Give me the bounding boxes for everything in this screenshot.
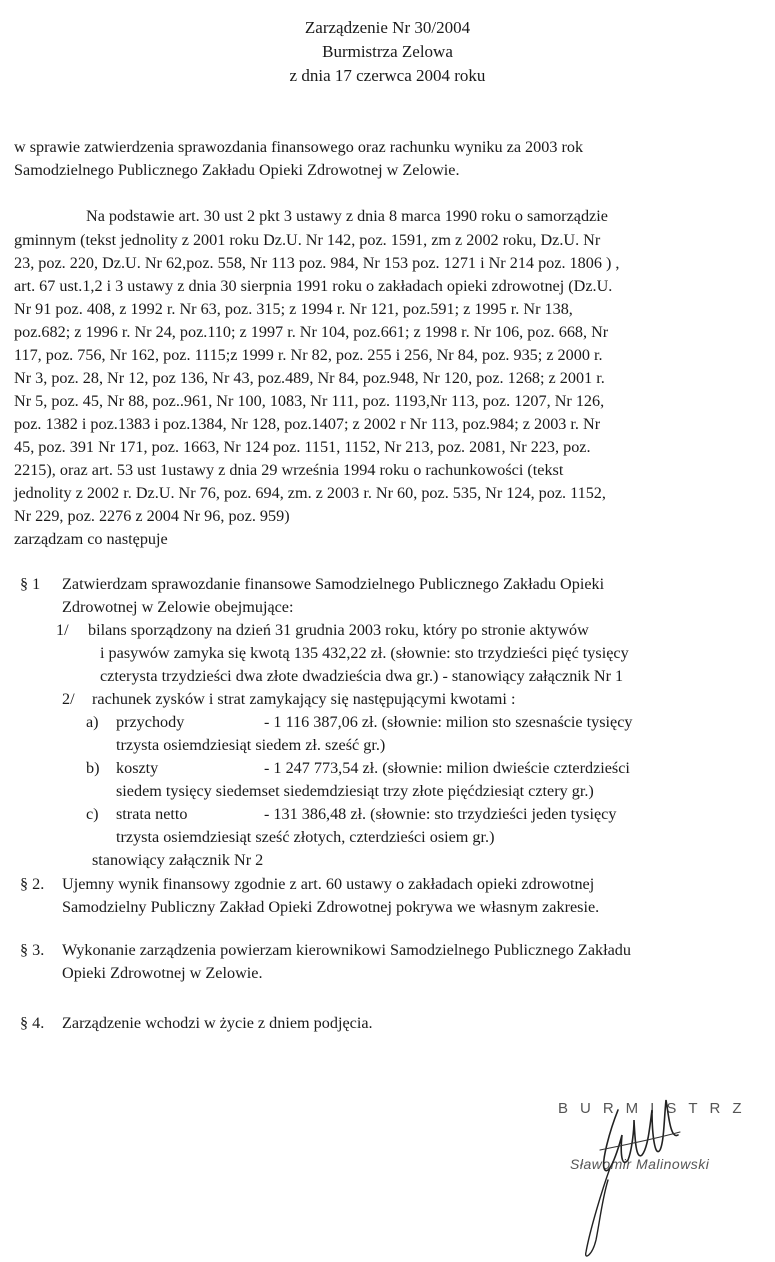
subitem-amount: - 1 247 773,54 zł. (słownie: milion dwieście czterdzieści xyxy=(264,759,630,777)
item-text: i pasywów zamyka się kwotą 135 432,22 zł. (słownie: sto trzydzieści pięć tysięcy xyxy=(100,644,629,662)
section-text: Ujemny wynik finansowy zgodnie z art. 60 ustawy o zakładach opieki zdrowotnej xyxy=(62,875,595,893)
section-text: Zarządzenie wchodzi w życie z dniem podjęcia. xyxy=(62,1014,373,1032)
item-number: 2/ xyxy=(62,690,75,708)
issuer: Burmistrza Zelowa xyxy=(322,42,453,61)
preamble-line: 45, poz. 391 Nr 171, poz. 1663, Nr 124 poz. 1151, 1152, Nr 213, poz. 2081, Nr 223, poz. xyxy=(14,438,591,456)
section-text: Zdrowotnej w Zelowie obejmujące: xyxy=(62,598,294,616)
preamble-line: art. 67 ust.1,2 i 3 ustawy z dnia 30 sierpnia 1991 roku o zakładach opieki zdrowotnej (Dz.U. xyxy=(14,277,613,295)
subitem-text: trzysta osiemdziesiąt siedem zł. sześć gr.) xyxy=(116,736,386,754)
preamble-line: poz.682; z 1996 r. Nr 24, poz.110; z 1997 r. Nr 104, poz.661; z 1998 r. Nr 106, poz. 668, Nr xyxy=(14,323,609,341)
section-text: Opieki Zdrowotnej w Zelowie. xyxy=(62,964,263,982)
subject-line-1: w sprawie zatwierdzenia sprawozdania finansowego oraz rachunku wyniku za 2003 rok xyxy=(14,138,584,156)
subitem-letter: c) xyxy=(86,805,99,823)
document-title: Zarządzenie Nr 30/2004 xyxy=(304,18,471,37)
subitem-text: trzysta osiemdziesiąt sześć złotych, czterdzieści osiem gr.) xyxy=(116,828,495,846)
subitem-label: strata netto xyxy=(116,805,188,823)
preamble-line: Nr 5, poz. 45, Nr 88, poz..961, Nr 100, 1083, Nr 111, poz. 1193,Nr 113, poz. 1207, Nr 126, xyxy=(14,392,605,410)
subitem-amount: - 131 386,48 zł. (słownie: sto trzydzieści jeden tysięcy xyxy=(264,805,617,823)
mayor-stamp-title: BURMISTRZ xyxy=(558,1100,754,1117)
preamble-line: Nr 229, poz. 2276 z 2004 Nr 96, poz. 959) xyxy=(14,507,290,525)
section-mark: § 2. xyxy=(20,875,45,893)
preamble-line: Na podstawie art. 30 ust 2 pkt 3 ustawy z dnia 8 marca 1990 roku o samorządzie xyxy=(86,207,608,225)
preamble-line: Nr 3, poz. 28, Nr 12, poz 136, Nr 43, poz.489, Nr 84, poz.948, Nr 120, poz. 1268; z 2001 r. xyxy=(14,369,605,387)
preamble-line: Nr 91 poz. 408, z 1992 r. Nr 63, poz. 315; z 1994 r. Nr 121, poz.591; z 1995 r. Nr 138, xyxy=(14,300,573,318)
item-text: bilans sporządzony na dzień 31 grudnia 2003 roku, który po stronie aktywów xyxy=(88,621,589,639)
subitem-text: siedem tysięcy siedemset siedemdziesiąt trzy złote pięćdziesiąt cztery gr.) xyxy=(116,782,594,800)
preamble-line: poz. 1382 i poz.1383 i poz.1384, Nr 128, poz.1407; z 2002 r Nr 113, poz.984; z 2003 r. Nr xyxy=(14,415,601,433)
section-mark: § 3. xyxy=(20,941,45,959)
subitem-letter: a) xyxy=(86,713,99,731)
mayor-stamp-name: Sławomir Malinowski xyxy=(570,1156,710,1172)
preamble-line: 23, poz. 220, Dz.U. Nr 62,poz. 558, Nr 113 poz. 984, Nr 153 poz. 1271 i Nr 214 poz. 1806 ) , xyxy=(14,254,620,272)
item-text: czterysta trzydzieści dwa złote dwadzieścia dwa gr.) - stanowiący załącznik Nr 1 xyxy=(100,667,624,685)
document-date: z dnia 17 czerwca 2004 roku xyxy=(289,66,486,85)
attachment-note: stanowiący załącznik Nr 2 xyxy=(92,851,264,869)
item-text: rachunek zysków i strat zamykający się następującymi kwotami : xyxy=(92,690,516,708)
preamble-line: 117, poz. 756, Nr 162, poz. 1115;z 1999 r. Nr 82, poz. 255 i 256, Nr 84, poz. 935; z 2000 r. xyxy=(14,346,603,364)
subject-line-2: Samodzielnego Publicznego Zakładu Opieki Zdrowotnej w Zelowie. xyxy=(14,161,460,179)
section-mark: § 4. xyxy=(20,1014,45,1032)
section-mark: § 1 xyxy=(20,575,41,593)
handwritten-signature xyxy=(560,1080,710,1260)
preamble-line: 2215), oraz art. 53 ust 1ustawy z dnia 29 września 1994 roku o rachunkowości (tekst xyxy=(14,461,564,479)
decree-line: zarządzam co następuje xyxy=(14,530,168,548)
subitem-letter: b) xyxy=(86,759,100,777)
subitem-amount: - 1 116 387,06 zł. (słownie: milion sto szesnaście tysięcy xyxy=(264,713,633,731)
preamble-line: gminnym (tekst jednolity z 2001 roku Dz.U. Nr 142, poz. 1591, zm z 2002 roku, Dz.U. Nr xyxy=(14,231,601,249)
subitem-label: koszty xyxy=(116,759,159,777)
item-number: 1/ xyxy=(56,621,69,639)
section-text: Zatwierdzam sprawozdanie finansowe Samodzielnego Publicznego Zakładu Opieki xyxy=(62,575,605,593)
section-text: Samodzielny Publiczny Zakład Opieki Zdrowotnej pokrywa we własnym zakresie. xyxy=(62,898,600,916)
subitem-label: przychody xyxy=(116,713,185,731)
preamble-line: jednolity z 2002 r. Dz.U. Nr 76, poz. 694, zm. z 2003 r. Nr 60, poz. 535, Nr 124, poz. 1152, xyxy=(14,484,606,502)
section-text: Wykonanie zarządzenia powierzam kierownikowi Samodzielnego Publicznego Zakładu xyxy=(62,941,631,959)
